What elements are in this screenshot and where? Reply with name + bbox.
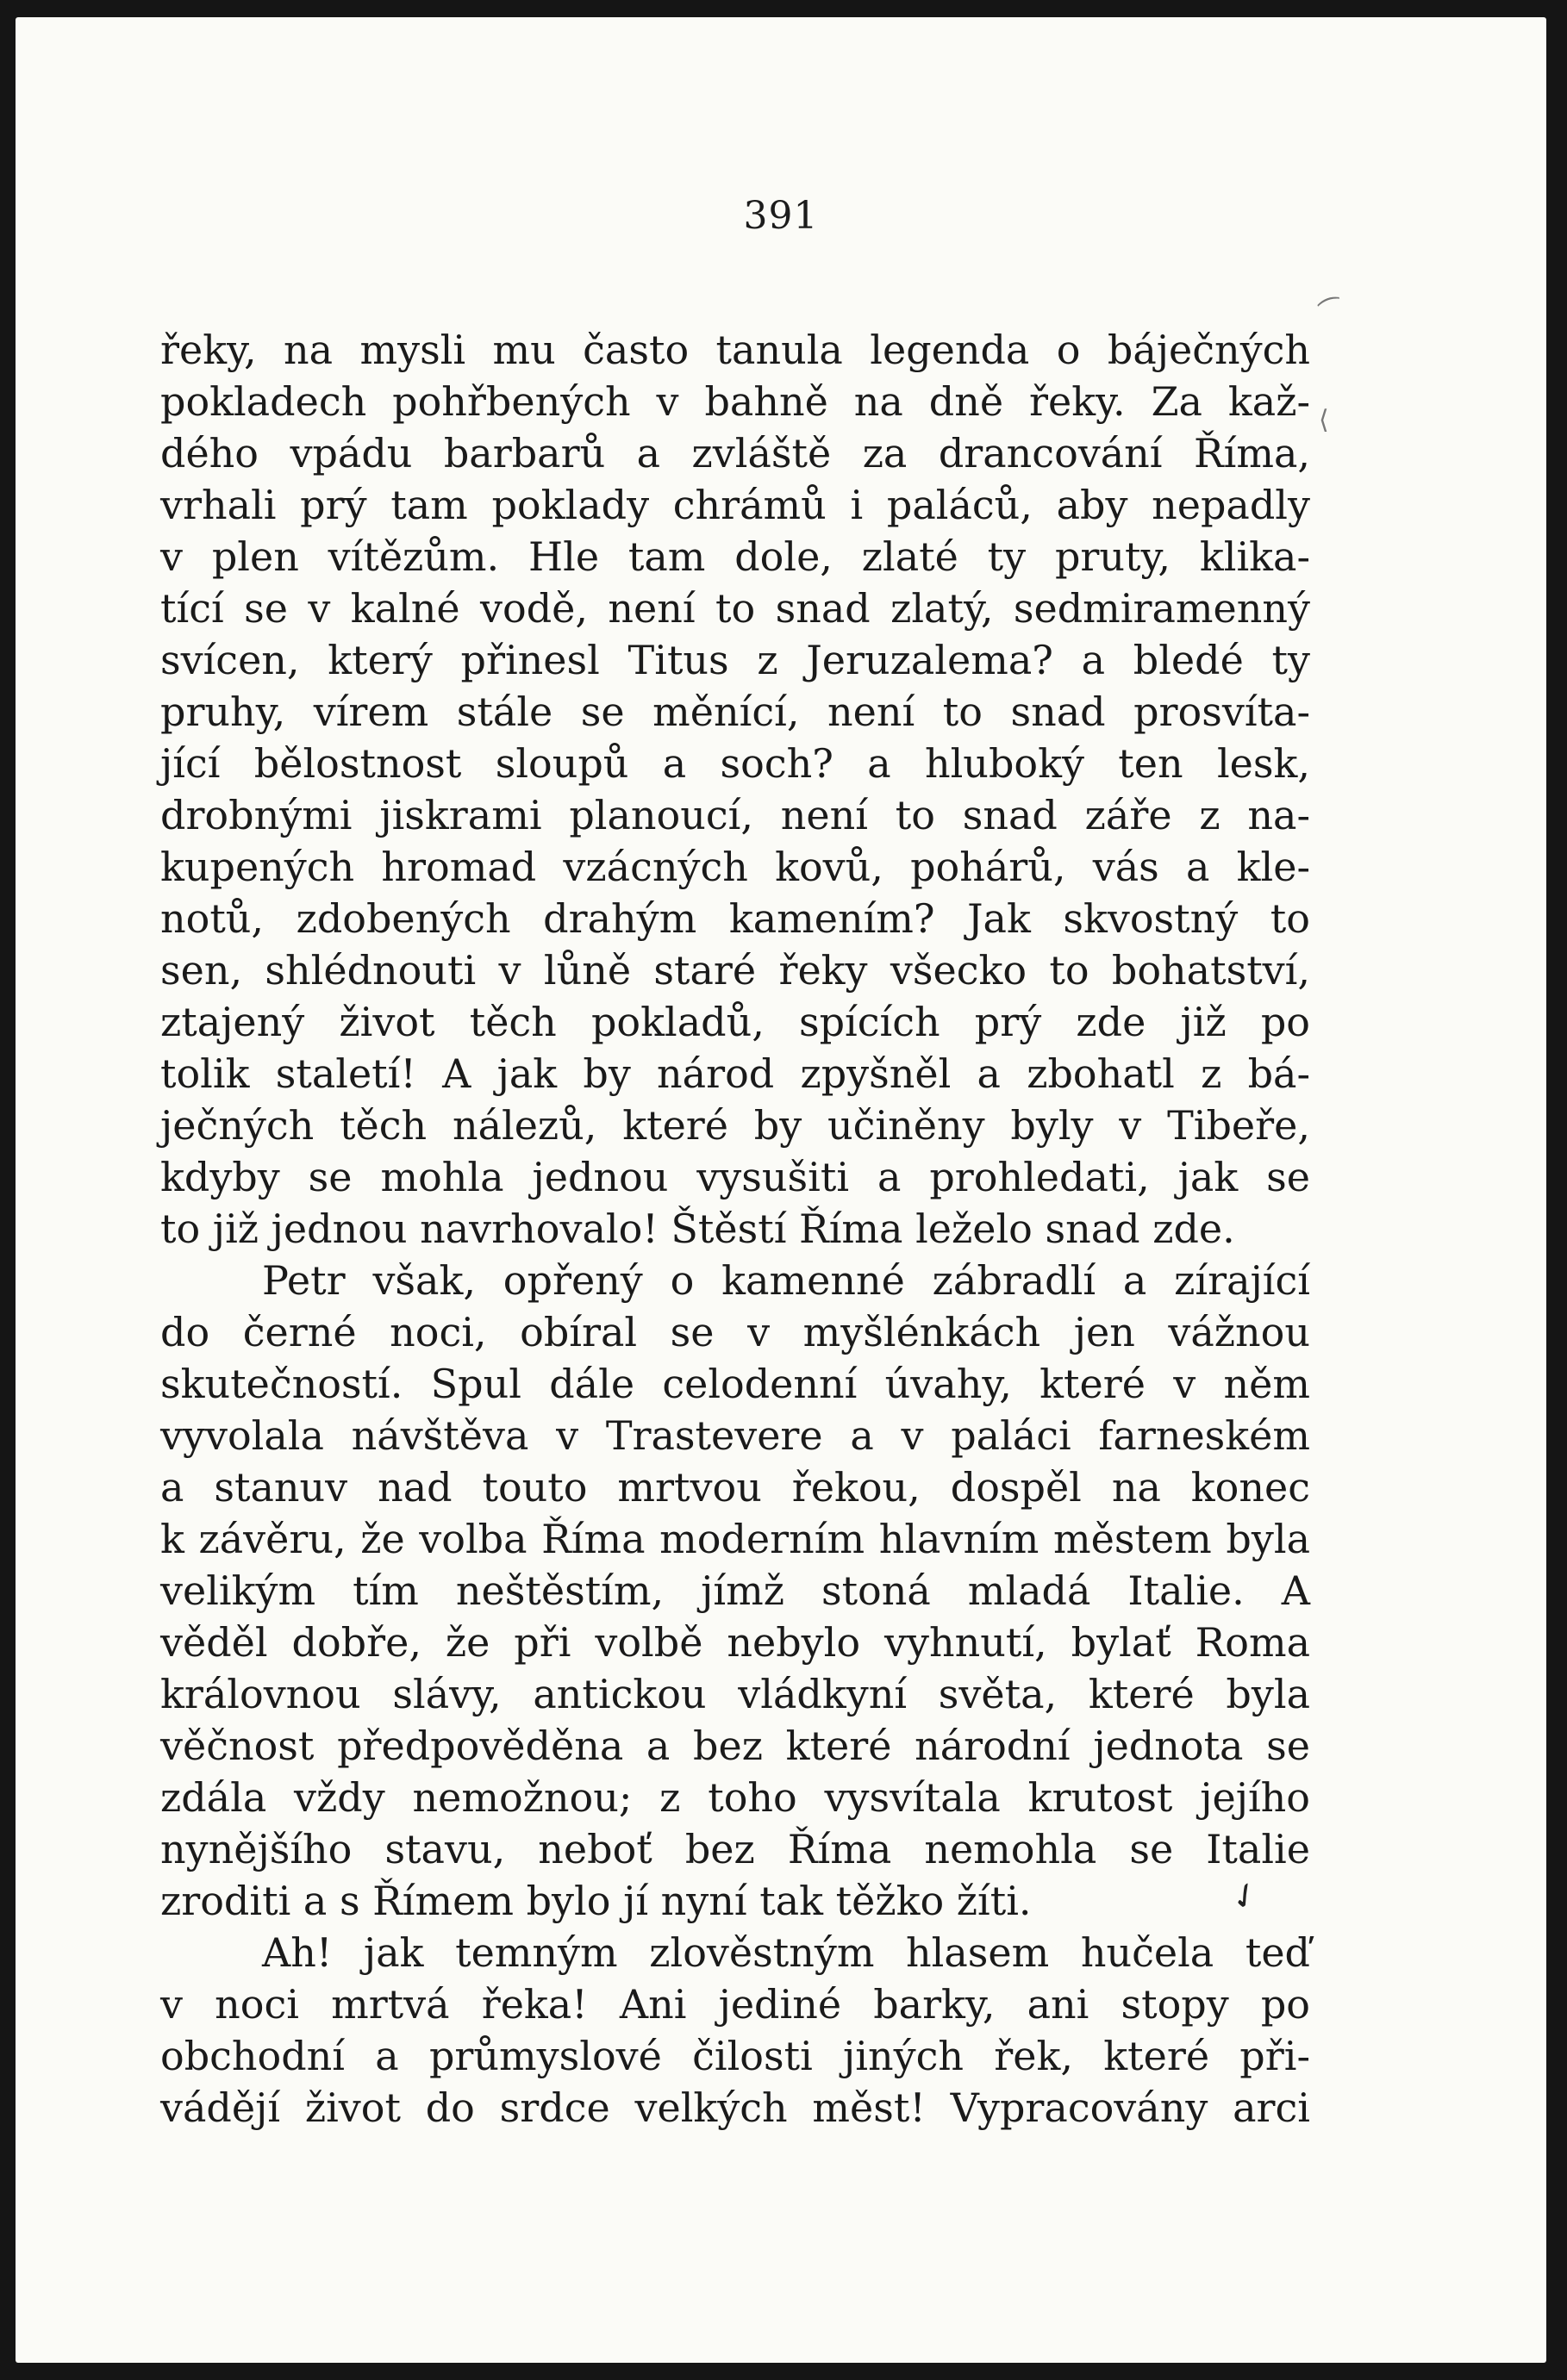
- text-line: sen, shlédnouti v lůně staré řeky všecko to bohatství,: [160, 947, 1310, 994]
- page-number: 391: [743, 194, 819, 238]
- text-line: obchodní a průmyslové čilosti jiných řek, které při-: [160, 2033, 1310, 2079]
- text-line: zroditi a s Římem bylo jí nyní tak těžko žíti.: [160, 1878, 1032, 1924]
- text-line: drobnými jiskrami planoucí, není to snad záře z na-: [160, 792, 1310, 838]
- scan-mark: ✓: [1222, 1872, 1268, 1922]
- paragraph-start-line: Ah! jak temným zlověstným hlasem hučela teď: [262, 1929, 1310, 1976]
- text-line: do černé noci, obíral se v myšlénkách jen vážnou: [160, 1309, 1310, 1355]
- text-line: věděl dobře, že při volbě nebylo vyhnutí, bylať Roma: [160, 1619, 1310, 1666]
- text-line: řeky, na mysli mu často tanula legenda o báječných: [160, 327, 1310, 373]
- text-line: nynějšího stavu, neboť bez Říma nemohla se Italie: [160, 1826, 1310, 1872]
- text-line: v noci mrtvá řeka! Ani jediné barky, ani stopy po: [160, 1981, 1310, 2028]
- text-line: v plen vítězům. Hle tam dole, zlaté ty pruty, klika-: [160, 533, 1310, 580]
- text-line: to již jednou navrhovalo! Štěstí Říma leželo snad zde.: [160, 1206, 1235, 1252]
- scan-mark: ⟨: [1319, 405, 1329, 435]
- text-line: notů, zdobených drahým kamením? Jak skvostný to: [160, 895, 1310, 942]
- text-line: jící bělostnost sloupů a soch? a hluboký ten lesk,: [160, 740, 1310, 787]
- text-line: velikým tím neštěstím, jímž stoná mladá Italie. A: [160, 1567, 1310, 1614]
- paragraph-start-line: Petr však, opřený o kamenné zábradlí a zírající: [262, 1257, 1310, 1304]
- text-line: skutečností. Spul dále celodenní úvahy, které v něm: [160, 1361, 1310, 1407]
- text-line: dého vpádu barbarů a zvláště za drancování Říma,: [160, 430, 1310, 477]
- text-line: vrhali prý tam poklady chrámů i paláců, aby nepadly: [160, 482, 1310, 528]
- text-line: zdála vždy nemožnou; z toho vysvítala krutost jejího: [160, 1774, 1310, 1821]
- text-line: svícen, který přinesl Titus z Jeruzalema? a bledé ty: [160, 637, 1310, 683]
- book-page: [16, 17, 1546, 2363]
- text-line: kupených hromad vzácných kovů, pohárů, vás a kle-: [160, 844, 1310, 890]
- text-line: kdyby se mohla jednou vysušiti a prohledati, jak se: [160, 1154, 1310, 1200]
- text-line: pruhy, vírem stále se měnící, není to snad prosvíta-: [160, 688, 1310, 735]
- text-line: tící se v kalné vodě, není to snad zlatý, sedmiramenný: [160, 585, 1310, 632]
- text-line: věčnost předpověděna a bez které národní jednota se: [160, 1723, 1310, 1769]
- text-line: tolik staletí! A jak by národ zpyšněl a zbohatl z bá-: [160, 1050, 1310, 1097]
- text-line: ječných těch nálezů, které by učiněny byly v Tibeře,: [160, 1102, 1310, 1149]
- text-line: pokladech pohřbených v bahně na dně řeky. Za kaž-: [160, 378, 1310, 425]
- text-line: ztajený život těch pokladů, spících prý zde již po: [160, 999, 1310, 1045]
- scan-mark: ⁀: [1317, 295, 1348, 332]
- text-line: a stanuv nad touto mrtvou řekou, dospěl na konec: [160, 1464, 1310, 1511]
- text-line: k závěru, že volba Říma moderním hlavním městem byla: [160, 1516, 1310, 1562]
- text-line: královnou slávy, antickou vládkyní světa, které byla: [160, 1671, 1310, 1717]
- text-line: vyvolala návštěva v Trastevere a v paláci farneském: [160, 1412, 1310, 1459]
- text-line: vádějí život do srdce velkých měst! Vypracovány arci: [160, 2084, 1310, 2131]
- body-text: [160, 324, 1310, 2134]
